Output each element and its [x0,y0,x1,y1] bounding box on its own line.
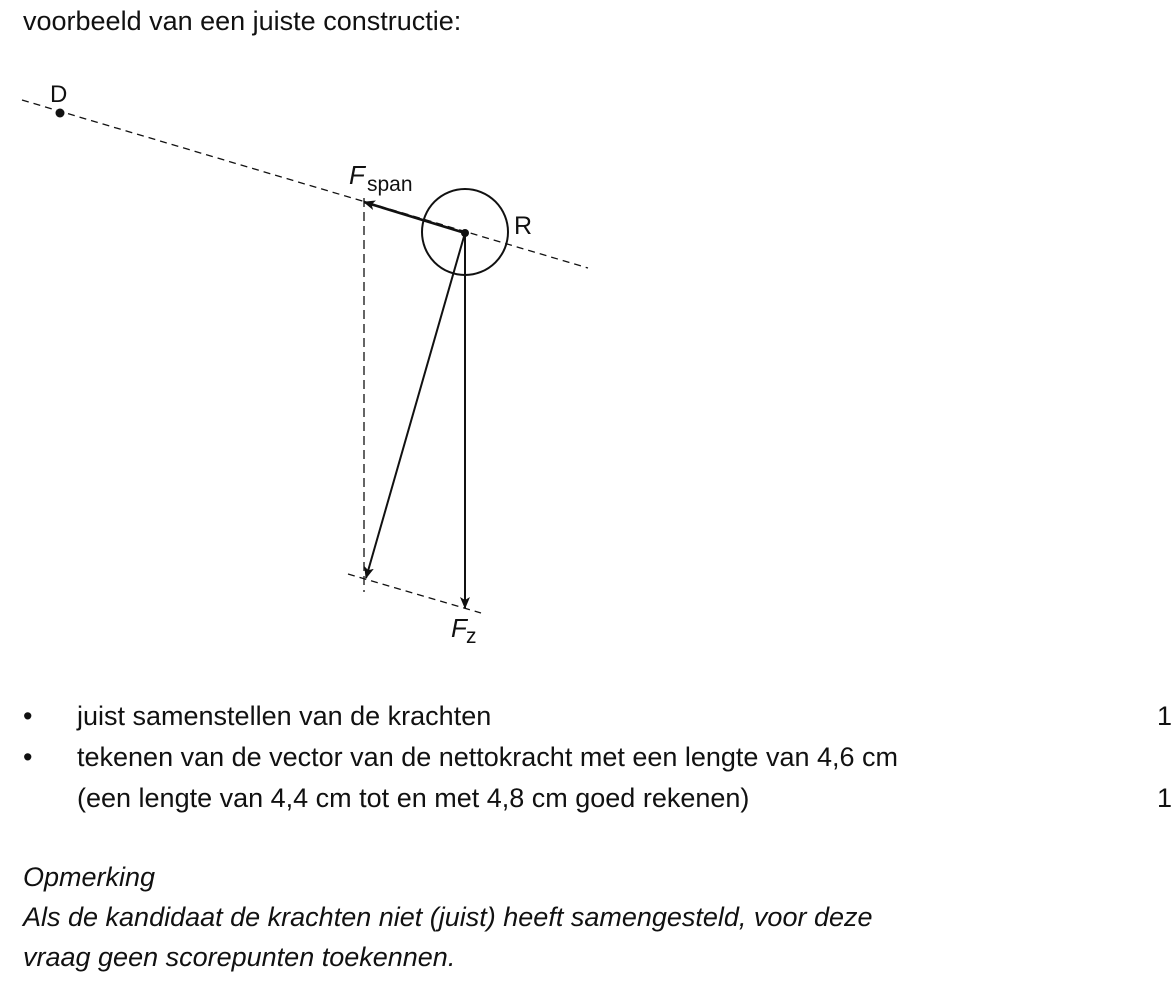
net-force-vector [366,233,465,578]
bullet: • [23,742,33,772]
intro-text: voorbeeld van een juiste constructie: [23,6,462,36]
construction-line-parallel [348,574,481,613]
point-r-label: R [514,212,533,240]
point-d-dot [56,109,65,118]
criterion-text: (een lengte van 4,4 cm tot en met 4,8 cm goed rekenen) [77,783,750,813]
f-span-subscript: span [367,173,413,196]
f-span-label: F [349,160,365,190]
f-z-label: F [451,613,467,643]
point-d-label: D [50,81,68,108]
point-r-dot [461,229,469,237]
scoring-criteria [0,696,1176,819]
criterion-points: 1 [1157,783,1173,813]
criterion-text: tekenen van de vector van de nettokracht met een lengte van 4,6 cm [77,742,899,772]
remark-line: Als de kandidaat de krachten niet (juist) heeft samengesteld, voor deze [23,902,873,932]
rope-direction-line [22,100,588,268]
remark-block [23,857,873,977]
f-span-vector [364,202,465,233]
remark-heading: Opmerking [23,862,156,892]
criterion-row [0,696,1176,737]
bullet: • [23,701,33,731]
f-z-subscript: z [466,625,477,648]
criterion-text: juist samenstellen van de krachten [77,701,492,731]
remark-line: vraag geen scorepunten toekennen. [23,942,456,972]
criterion-row [0,737,1176,778]
criterion-points: 1 [1157,701,1173,731]
criterion-row-continuation [0,778,1176,819]
